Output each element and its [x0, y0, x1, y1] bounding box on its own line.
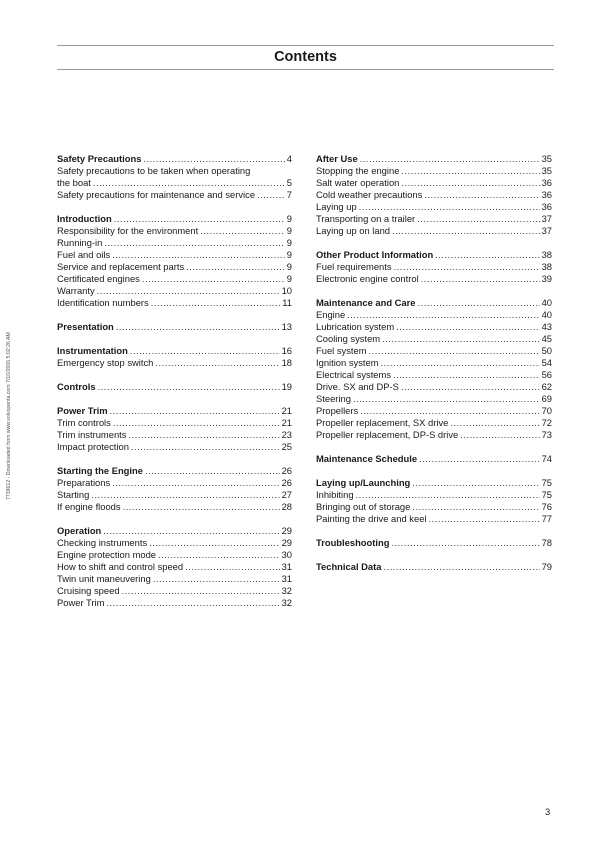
dot-leader — [394, 261, 540, 273]
toc-entry[interactable] — [316, 357, 552, 369]
toc-entry-page: 45 — [541, 333, 552, 344]
dot-leader — [130, 345, 280, 357]
toc-section — [316, 561, 552, 573]
toc-entry[interactable] — [316, 333, 552, 345]
toc-entry-page: 38 — [541, 249, 552, 260]
toc-entry[interactable] — [316, 489, 552, 501]
toc-entry-page: 76 — [541, 501, 552, 512]
toc-heading[interactable] — [316, 153, 552, 165]
dot-leader — [393, 369, 540, 381]
toc-section — [57, 381, 292, 393]
toc-entry-label: Certificated engines — [57, 273, 140, 284]
dot-leader — [93, 177, 285, 189]
toc-entry-page: 50 — [541, 345, 552, 356]
toc-entry-page: 32 — [281, 585, 292, 596]
dot-leader — [356, 489, 540, 501]
toc-entry-label: Cruising speed — [57, 585, 120, 596]
toc-entry-label: Responsibility for the environment — [57, 225, 199, 236]
toc-entry-page: 26 — [281, 465, 292, 476]
dot-leader — [200, 225, 285, 237]
toc-entry-page: 38 — [541, 261, 552, 272]
toc-section — [57, 321, 292, 333]
toc-heading[interactable] — [316, 453, 552, 465]
toc-entry-label: Laying up — [316, 201, 357, 212]
toc-entry-label: Transporting on a trailer — [316, 213, 416, 224]
toc-section — [316, 249, 552, 285]
toc-entry-label: Starting — [57, 489, 90, 500]
toc-entry[interactable] — [57, 165, 292, 177]
toc-entry-page: 16 — [281, 345, 292, 356]
toc-entry[interactable] — [316, 381, 552, 393]
dot-leader — [123, 501, 280, 513]
toc-entry[interactable] — [57, 441, 292, 453]
dot-leader — [450, 417, 539, 429]
toc-entry-page: 72 — [541, 417, 552, 428]
dot-leader — [429, 513, 540, 525]
toc-entry-page: 9 — [286, 273, 292, 284]
toc-entry-label: Maintenance Schedule — [316, 453, 418, 464]
toc-entry-page: 19 — [281, 381, 292, 392]
toc-heading[interactable] — [57, 465, 292, 477]
toc-heading[interactable] — [57, 381, 292, 393]
dot-leader — [112, 249, 285, 261]
page-title: Contents — [274, 49, 337, 65]
toc-entry[interactable] — [57, 189, 292, 201]
toc-entry-page: 70 — [541, 405, 552, 416]
toc-entry-label: Controls — [57, 381, 96, 392]
toc-entry-label: Laying up/Launching — [316, 477, 411, 488]
toc-entry-label: Identification numbers — [57, 297, 149, 308]
toc-entry[interactable] — [57, 597, 292, 609]
toc-section — [57, 345, 292, 369]
toc-entry-label: Electronic engine control — [316, 273, 419, 284]
toc-heading[interactable] — [57, 321, 292, 333]
dot-leader — [131, 441, 280, 453]
toc-entry-page: 18 — [281, 357, 292, 368]
dot-leader — [424, 189, 539, 201]
toc-entry[interactable] — [316, 309, 552, 321]
toc-entry-label: Trim controls — [57, 417, 111, 428]
toc-entry-page: 32 — [281, 597, 292, 608]
toc-entry[interactable] — [57, 249, 292, 261]
dot-leader — [113, 417, 280, 429]
toc-entry[interactable] — [57, 285, 292, 297]
dot-leader — [460, 429, 539, 441]
toc-entry-page: 25 — [281, 441, 292, 452]
toc-entry-label: Drive. SX and DP-S — [316, 381, 399, 392]
dot-leader — [412, 477, 539, 489]
toc-entry[interactable] — [57, 537, 292, 549]
dot-leader — [412, 501, 539, 513]
dot-leader — [103, 525, 279, 537]
toc-entry[interactable] — [316, 321, 552, 333]
toc-entry-page: 5 — [286, 177, 292, 188]
toc-entry-label: Propeller replacement, DP-S drive — [316, 429, 459, 440]
toc-entry-page: 29 — [281, 537, 292, 548]
toc-entry[interactable] — [57, 477, 292, 489]
toc-heading[interactable] — [316, 561, 552, 573]
toc-entry-label: Engine — [316, 309, 346, 320]
toc-entry-label: Safety precautions for maintenance and service — [57, 189, 256, 200]
toc-entry-label: Other Product Information — [316, 249, 434, 260]
toc-entry-page: 40 — [541, 297, 552, 308]
dot-leader — [153, 573, 280, 585]
toc-entry-label: Presentation — [57, 321, 114, 332]
toc-entry[interactable] — [57, 417, 292, 429]
dot-leader — [112, 477, 279, 489]
toc-section — [316, 477, 552, 525]
toc-entry-label: Impact protection — [57, 441, 129, 452]
dot-leader — [401, 165, 539, 177]
toc-heading[interactable] — [57, 345, 292, 357]
toc-entry-label: Instrumentation — [57, 345, 128, 356]
dot-leader — [158, 549, 280, 561]
toc-entry-page: 21 — [281, 405, 292, 416]
dot-leader — [186, 261, 285, 273]
toc-entry-label: Troubleshooting — [316, 537, 390, 548]
toc-entry-page: 75 — [541, 489, 552, 500]
toc-entry-page: 9 — [286, 237, 292, 248]
toc-entry-page: 28 — [281, 501, 292, 512]
toc-entry[interactable] — [57, 237, 292, 249]
toc-entry[interactable] — [316, 225, 552, 237]
toc-entry-label: Service and replacement parts — [57, 261, 185, 272]
toc-entry-page: 78 — [541, 537, 552, 548]
dot-leader — [391, 537, 539, 549]
toc-left-column — [57, 153, 292, 621]
toc-entry-label: After Use — [316, 153, 358, 164]
toc-entry[interactable] — [57, 261, 292, 273]
dot-leader — [382, 333, 539, 345]
toc-entry[interactable] — [316, 369, 552, 381]
toc-entry-page: 77 — [541, 513, 552, 524]
toc-entry-page: 7 — [286, 189, 292, 200]
toc-entry-page: 37 — [541, 213, 552, 224]
toc-entry-label: Fuel system — [316, 345, 367, 356]
toc-entry-label: Preparations — [57, 477, 111, 488]
toc-entry-label: How to shift and control speed — [57, 561, 184, 572]
toc-heading[interactable] — [316, 249, 552, 261]
toc-entry-label: Cold weather precautions — [316, 189, 423, 200]
toc-heading[interactable] — [316, 537, 552, 549]
dot-leader — [381, 357, 540, 369]
header-top-rule — [57, 45, 554, 46]
toc-section — [57, 525, 292, 609]
toc-entry-page: 27 — [281, 489, 292, 500]
toc-entry[interactable] — [316, 417, 552, 429]
toc-entry[interactable] — [316, 429, 552, 441]
toc-entry-page: 35 — [541, 153, 552, 164]
dot-leader — [401, 177, 539, 189]
toc-section — [316, 453, 552, 465]
dot-leader — [110, 405, 280, 417]
dot-leader — [392, 225, 540, 237]
toc-entry-label: Twin unit maneuvering — [57, 573, 151, 584]
toc-entry-label: Propellers — [316, 405, 359, 416]
dot-leader — [435, 249, 539, 261]
toc-entry-page: 23 — [281, 429, 292, 440]
toc-entry-label: If engine floods — [57, 501, 121, 512]
toc-entry-page: 39 — [541, 273, 552, 284]
toc-entry-page: 13 — [281, 321, 292, 332]
toc-entry-label: Trim instruments — [57, 429, 127, 440]
toc-entry[interactable] — [57, 501, 292, 513]
toc-entry-page: 36 — [541, 189, 552, 200]
toc-entry-label: Maintenance and Care — [316, 297, 416, 308]
toc-entry-label: Painting the drive and keel — [316, 513, 427, 524]
toc-entry-page: 69 — [541, 393, 552, 404]
dot-leader — [114, 213, 285, 225]
toc-right-column — [316, 153, 552, 585]
toc-entry[interactable] — [316, 273, 552, 285]
dot-leader — [116, 321, 280, 333]
toc-entry[interactable] — [57, 225, 292, 237]
toc-entry[interactable] — [57, 573, 292, 585]
dot-leader — [359, 201, 540, 213]
toc-entry[interactable] — [57, 273, 292, 285]
toc-entry-page: 9 — [286, 249, 292, 260]
toc-entry[interactable] — [57, 429, 292, 441]
dot-leader — [421, 273, 540, 285]
toc-entry-page: 74 — [541, 453, 552, 464]
toc-entry[interactable] — [316, 501, 552, 513]
dot-leader — [347, 309, 539, 321]
toc-entry-label: Fuel requirements — [316, 261, 392, 272]
toc-entry-page: 43 — [541, 321, 552, 332]
toc-entry[interactable] — [57, 357, 292, 369]
toc-entry-page: 4 — [286, 153, 292, 164]
toc-entry-label: Technical Data — [316, 561, 382, 572]
toc-entry-label: Power Trim — [57, 597, 105, 608]
toc-entry[interactable] — [57, 297, 292, 309]
toc-section — [57, 153, 292, 201]
header-bottom-rule — [57, 69, 554, 70]
toc-heading[interactable] — [57, 405, 292, 417]
dot-leader — [128, 429, 279, 441]
toc-entry-page: 62 — [541, 381, 552, 392]
toc-entry-page: 10 — [281, 285, 292, 296]
toc-heading[interactable] — [57, 525, 292, 537]
toc-entry-page: 21 — [281, 417, 292, 428]
toc-entry-label: Fuel and oils — [57, 249, 111, 260]
toc-entry[interactable] — [57, 549, 292, 561]
toc-entry-label: the boat — [57, 177, 91, 188]
toc-entry-page: 9 — [286, 213, 292, 224]
toc-entry[interactable] — [316, 393, 552, 405]
dot-leader — [185, 561, 279, 573]
toc-entry-label: Starting the Engine — [57, 465, 143, 476]
toc-entry-label: Running-in — [57, 237, 103, 248]
dot-leader — [149, 537, 279, 549]
dot-leader — [91, 489, 279, 501]
toc-entry[interactable] — [57, 585, 292, 597]
dot-leader — [353, 393, 540, 405]
toc-entry-label: Safety precautions to be taken when operating — [57, 165, 251, 176]
toc-entry-page: 79 — [541, 561, 552, 572]
toc-entry[interactable] — [316, 405, 552, 417]
toc-section — [316, 297, 552, 441]
dot-leader — [383, 561, 539, 573]
toc-entry-label: Inhibiting — [316, 489, 354, 500]
dot-leader — [143, 153, 284, 165]
toc-entry[interactable] — [57, 489, 292, 501]
page-number: 3 — [545, 806, 551, 817]
toc-entry-label: Power Trim — [57, 405, 108, 416]
dot-leader — [142, 273, 285, 285]
toc-entry[interactable] — [316, 513, 552, 525]
toc-entry-label: Safety Precautions — [57, 153, 142, 164]
toc-entry[interactable] — [57, 177, 292, 189]
toc-entry-label: Ignition system — [316, 357, 379, 368]
toc-entry-label: Stopping the engine — [316, 165, 400, 176]
toc-entry-label: Propeller replacement, SX drive — [316, 417, 449, 428]
toc-entry-page: 11 — [282, 297, 292, 308]
dot-leader — [360, 153, 540, 165]
toc-entry-page: 29 — [281, 525, 292, 536]
toc-entry-page: 9 — [286, 225, 292, 236]
toc-entry-page: 56 — [541, 369, 552, 380]
dot-leader — [418, 297, 540, 309]
dot-leader — [401, 381, 540, 393]
toc-entry-label: Lubrication system — [316, 321, 395, 332]
toc-section — [57, 405, 292, 453]
toc-entry-label: Steering — [316, 393, 351, 404]
toc-entry-page: 36 — [541, 177, 552, 188]
toc-entry-page: 54 — [541, 357, 552, 368]
dot-leader — [151, 297, 281, 309]
toc-heading[interactable] — [57, 213, 292, 225]
toc-entry[interactable] — [316, 201, 552, 213]
toc-entry[interactable] — [316, 213, 552, 225]
toc-entry-label: Salt water operation — [316, 177, 400, 188]
dot-leader — [257, 189, 285, 201]
toc-entry-page: 36 — [541, 201, 552, 212]
toc-heading[interactable] — [316, 297, 552, 309]
toc-entry-page: 26 — [281, 477, 292, 488]
dot-leader — [122, 585, 280, 597]
toc-entry[interactable] — [57, 561, 292, 573]
toc-entry-page: 37 — [541, 225, 552, 236]
toc-heading[interactable] — [57, 153, 292, 165]
toc-entry[interactable] — [316, 345, 552, 357]
toc-heading[interactable] — [316, 477, 552, 489]
toc-entry-label: Introduction — [57, 213, 112, 224]
toc-section — [316, 153, 552, 237]
toc-section — [57, 213, 292, 309]
toc-entry-page: 73 — [541, 429, 552, 440]
toc-entry-page: 75 — [541, 477, 552, 488]
dot-leader — [104, 237, 284, 249]
dot-leader — [396, 321, 539, 333]
dot-leader — [360, 405, 539, 417]
dot-leader — [98, 381, 280, 393]
toc-section — [57, 465, 292, 513]
toc-entry-label: Bringing out of storage — [316, 501, 411, 512]
dot-leader — [155, 357, 279, 369]
toc-entry-label: Cooling system — [316, 333, 381, 344]
dot-leader — [419, 453, 539, 465]
toc-entry[interactable] — [316, 177, 552, 189]
dot-leader — [145, 465, 280, 477]
toc-entry-page: 35 — [541, 165, 552, 176]
toc-entry-page: 9 — [286, 261, 292, 272]
toc-entry-page: 40 — [541, 309, 552, 320]
toc-entry-label: Laying up on land — [316, 225, 391, 236]
dot-leader — [106, 597, 279, 609]
toc-entry-label: Warranty — [57, 285, 95, 296]
download-watermark: 7739612 - Downloaded from www.volvopenta.com 7/10/2006 5:02:26 AM — [6, 332, 12, 500]
toc-section — [316, 537, 552, 549]
toc-entry[interactable] — [316, 189, 552, 201]
toc-entry-page: 30 — [281, 549, 292, 560]
dot-leader — [417, 213, 539, 225]
toc-entry[interactable] — [316, 165, 552, 177]
toc-entry-label: Emergency stop switch — [57, 357, 154, 368]
dot-leader — [369, 345, 540, 357]
toc-entry-label: Electrical systems — [316, 369, 392, 380]
toc-entry-label: Checking instruments — [57, 537, 148, 548]
toc-entry-page: 31 — [281, 561, 292, 572]
toc-entry-label: Engine protection mode — [57, 549, 157, 560]
toc-entry[interactable] — [316, 261, 552, 273]
toc-entry-label: Operation — [57, 525, 102, 536]
dot-leader — [97, 285, 280, 297]
toc-entry-page: 31 — [281, 573, 292, 584]
